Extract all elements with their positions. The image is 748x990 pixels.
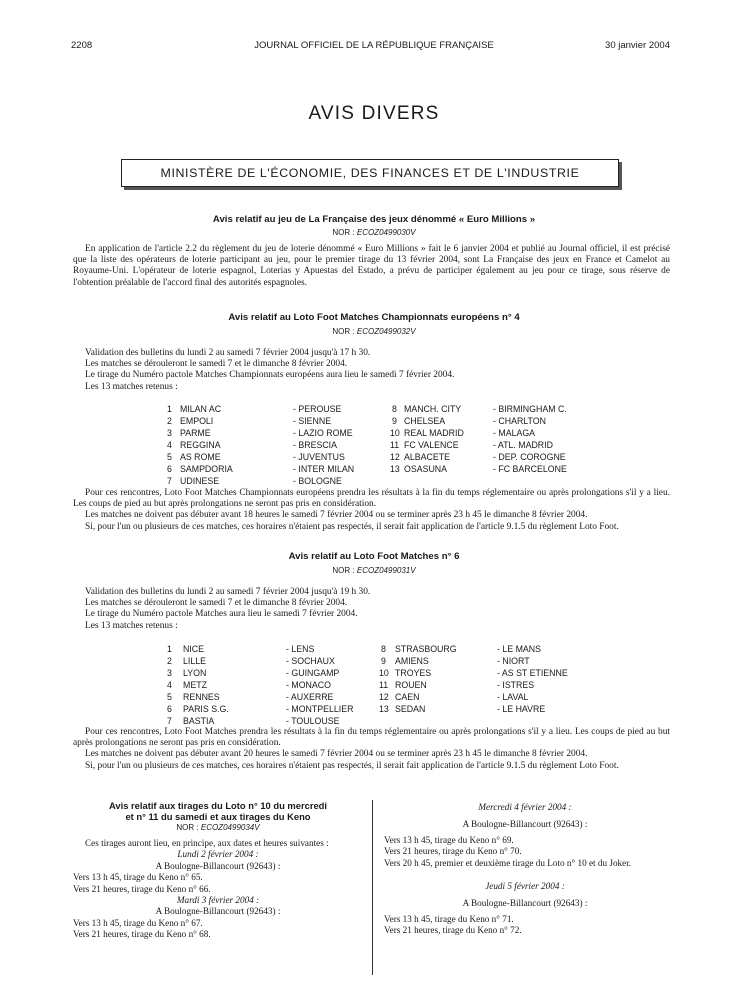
match-away: - FC BARCELONE (493, 464, 567, 474)
day-place: A Boulogne-Billancourt (92643) : (462, 819, 588, 830)
match-number: 8 (392, 404, 397, 414)
match-away: - MALAGA (493, 428, 536, 438)
page-title: AVIS DIVERS (308, 103, 440, 124)
match-number: 7 (167, 476, 172, 486)
section3-title: Avis relatif au Loto Foot Matches n° 6 (288, 551, 460, 562)
match-row (0, 475, 748, 487)
column-divider (372, 800, 373, 975)
issue-date: 30 janvier 2004 (605, 40, 670, 51)
section1-body (73, 244, 670, 289)
match-away: - DEP. COROGNE (493, 452, 566, 462)
section3-nor (0, 566, 748, 575)
match-home: MANCH. CITY (404, 404, 462, 414)
match-home: UDINESE (180, 476, 220, 486)
paragraph: Les matches se dérouleront le samedi 7 et le dimanche 8 février 2004. (85, 598, 348, 609)
match-home: ALBACETE (404, 452, 450, 462)
match-number: 6 (167, 464, 172, 474)
match-away: - MONACO (286, 680, 331, 690)
match-home: AMIENS (395, 656, 429, 666)
paragraph: Validation des bulletins du lundi 2 au samedi 7 février 2004 jusqu'à 17 h 30. (85, 348, 371, 358)
paragraph: Pour ces rencontres, Loto Foot Matches prendra les résultats à la fin du temps réglementaire ou après prolongations s'il y a lieu. Les coups de pied au but après prolongations ne seront pas pris en considération. (73, 727, 670, 749)
section1-title: Avis relatif au jeu de La Française des jeux dénommé « Euro Millions » (212, 214, 536, 225)
paragraph: Si, pour l'un ou plusieurs de ces matches, ces horaires n'étaient pas respectés, il serait fait application de l'article 9.1.5 du règlement Loto Foot. (85, 760, 619, 771)
match-home: LYON (183, 668, 207, 678)
paragraph: Les matches ne doivent pas débuter avant 20 heures le samedi 7 février 2004 ou se terminer après 23 h 45 le dimanche 8 février 2004. (85, 749, 588, 760)
match-row (0, 667, 748, 679)
match-away: - INTER MILAN (293, 464, 355, 474)
nor-label: NOR : (176, 823, 199, 832)
paragraph: Les matches se dérouleront le samedi 7 et le dimanche 8 février 2004. (85, 359, 348, 370)
match-row (0, 439, 748, 451)
match-number: 8 (381, 644, 386, 654)
journal-name: JOURNAL OFFICIEL DE LA RÉPUBLIQUE FRANÇAISE (254, 40, 494, 51)
match-number: 11 (390, 440, 400, 450)
match-home: STRASBOURG (395, 644, 457, 654)
section4-nor (73, 822, 363, 833)
day-place: A Boulogne-Billancourt (92643) : (462, 898, 588, 909)
paragraph: Validation des bulletins du lundi 2 au samedi 7 février 2004 jusqu'à 19 h 30. (85, 587, 371, 597)
paragraph: Le tirage du Numéro pactole Matches Championnats européens aura lieu le samedi 7 février 2004. (85, 370, 455, 381)
section2-nor (0, 327, 748, 336)
match-home: PARIS S.G. (183, 704, 229, 714)
match-home: MILAN AC (180, 404, 222, 414)
section4-right-column (384, 802, 666, 937)
draw-line: Vers 21 heures, tirage du Keno n° 68. (73, 929, 211, 940)
match-away: - LAZIO ROME (293, 428, 353, 438)
paragraph: Les 13 matches retenus : (85, 381, 178, 392)
match-away: - PEROUSE (293, 404, 342, 414)
page-number: 2208 (71, 40, 93, 51)
draw-line: Vers 20 h 45, premier et deuxième tirage du Loto n° 10 et du Joker. (384, 857, 632, 868)
match-away: - BIRMINGHAM C. (493, 404, 567, 414)
match-row (0, 715, 748, 727)
section3-match-table (0, 643, 748, 727)
match-row (0, 415, 748, 427)
section2-title: Avis relatif au Loto Foot Matches Championnats européens n° 4 (228, 312, 520, 323)
match-home: REAL MADRID (404, 428, 464, 438)
match-away: - MONTPELLIER (286, 704, 354, 714)
day-place: A Boulogne-Billancourt (92643) : (155, 906, 281, 917)
nor-label: NOR : (332, 327, 355, 336)
match-number: 6 (167, 704, 172, 714)
match-row (0, 643, 748, 655)
match-number: 1 (167, 404, 172, 414)
match-away: - SIENNE (293, 416, 332, 426)
match-away: - LAVAL (497, 692, 529, 702)
match-away: - NIORT (497, 656, 530, 666)
match-number: 10 (379, 668, 389, 678)
match-row (0, 679, 748, 691)
match-number: 12 (379, 692, 389, 702)
match-away: - LE HAVRE (497, 704, 546, 714)
match-row (0, 403, 748, 415)
match-number: 9 (392, 416, 397, 426)
match-away: - BOLOGNE (293, 476, 342, 486)
section2-match-table (0, 403, 748, 487)
day-place: A Boulogne-Billancourt (92643) : (155, 860, 281, 871)
match-away: - SOCHAUX (286, 656, 335, 666)
match-home: PARME (180, 428, 211, 438)
match-number: 2 (167, 656, 172, 666)
match-away: - ISTRES (497, 680, 535, 690)
match-away: - GUINGAMP (286, 668, 340, 678)
section4-title-line2: et n° 11 du samedi et aux tirages du Keno (125, 811, 311, 822)
draw-line: Vers 13 h 45, tirage du Keno n° 71. (384, 913, 514, 924)
match-number: 3 (167, 668, 172, 678)
match-row (0, 451, 748, 463)
match-number: 13 (390, 464, 400, 474)
match-number: 4 (167, 440, 172, 450)
match-home: OSASUNA (404, 464, 448, 474)
match-home: SEDAN (395, 704, 426, 714)
paragraph: Les 13 matches retenus : (85, 620, 178, 631)
draw-line: Vers 21 heures, tirage du Keno n° 66. (73, 883, 211, 894)
section4-left-column (73, 838, 363, 941)
section4-title-line1: Avis relatif aux tirages du Loto n° 10 du mercredi (108, 800, 328, 811)
nor-code: ECOZ0499032V (356, 327, 416, 336)
match-number: 5 (167, 452, 172, 462)
match-home: METZ (183, 680, 207, 690)
section1-nor (0, 228, 748, 237)
day-heading: Mercredi 4 février 2004 : (478, 802, 572, 812)
match-away: - TOULOUSE (286, 716, 340, 726)
match-away: - JUVENTUS (293, 452, 345, 462)
section3-intro (73, 587, 670, 632)
match-home: AS ROME (180, 452, 221, 462)
match-away: - LENS (286, 644, 315, 654)
section4-title (73, 800, 363, 833)
match-number: 12 (390, 452, 400, 462)
match-away: - AUXERRE (286, 692, 334, 702)
nor-label: NOR : (332, 566, 355, 575)
match-home: LILLE (183, 656, 206, 666)
paragraph: Si, pour l'un ou plusieurs de ces matches, ces horaires n'étaient pas respectés, il serait fait application de l'article 9.1.5 du règlement Loto Foot. (85, 521, 619, 532)
match-home: TROYES (395, 668, 432, 678)
match-home: ROUEN (395, 680, 427, 690)
section4-intro: Ces tirages auront lieu, en principe, aux dates et heures suivantes : (85, 838, 329, 848)
match-number: 4 (167, 680, 172, 690)
section3-outro (73, 727, 670, 772)
draw-line: Vers 13 h 45, tirage du Keno n° 69. (384, 834, 514, 845)
match-row (0, 655, 748, 667)
match-away: - ATL. MADRID (493, 440, 553, 450)
match-row (0, 463, 748, 475)
match-number: 7 (167, 716, 172, 726)
match-home: FC VALENCE (404, 440, 459, 450)
match-home: REGGINA (180, 440, 221, 450)
match-away: - AS ST ETIENNE (497, 668, 568, 678)
draw-line: Vers 13 h 45, tirage du Keno n° 65. (73, 872, 203, 883)
nor-code: ECOZ0499030V (356, 228, 416, 237)
match-home: EMPOLI (180, 416, 214, 426)
day-heading: Jeudi 5 février 2004 : (485, 881, 565, 892)
nor-code: ECOZ0499034V (200, 823, 260, 832)
match-number: 5 (167, 692, 172, 702)
match-number: 3 (167, 428, 172, 438)
paragraph: En application de l'article 2.2 du règlement du jeu de loterie dénommé « Euro Millions » fait le 6 janvier 2004 et publié au Journal officiel, il est précisé que la liste des opérateurs de loterie participant au jeu, pour le premier tirage du 13 février 2004, sont La Française des jeux en France et Camelot au Royaume-Uni. L'opérateur de loterie espagnol, Loterias y Apuestas del Estado, a prévu de participer également au jeu pour ce tirage, sous réserve de l'obtention préalable de l'accord final des autorités espagnoles. (73, 244, 670, 288)
match-row (0, 691, 748, 703)
match-number: 11 (379, 680, 389, 690)
nor-label: NOR : (332, 228, 355, 237)
match-number: 1 (167, 644, 172, 654)
match-number: 10 (390, 428, 400, 438)
match-home: SAMPDORIA (180, 464, 233, 474)
draw-line: Vers 21 heures, tirage du Keno n° 72. (384, 925, 522, 936)
day-heading: Lundi 2 février 2004 : (177, 849, 259, 860)
match-row (0, 427, 748, 439)
draw-line: Vers 21 heures, tirage du Keno n° 70. (384, 846, 522, 857)
match-number: 9 (381, 656, 386, 666)
match-home: CHELSEA (404, 416, 446, 426)
match-home: CAEN (395, 692, 420, 702)
day-heading: Mardi 3 février 2004 : (176, 895, 260, 906)
match-home: NICE (183, 644, 205, 654)
section2-outro (73, 488, 670, 533)
nor-code: ECOZ0499031V (356, 566, 416, 575)
ministry-heading: MINISTÈRE DE L'ÉCONOMIE, DES FINANCES ET DE L'INDUSTRIE (121, 159, 619, 187)
section2-intro (73, 348, 670, 393)
paragraph: Le tirage du Numéro pactole Matches aura lieu le samedi 7 février 2004. (85, 609, 358, 620)
match-home: BASTIA (183, 716, 215, 726)
match-number: 2 (167, 416, 172, 426)
paragraph: Pour ces rencontres, Loto Foot Matches Championnats européens prendra les résultats à la fin du temps réglementaire ou après prolongations s'il y a lieu. Les coups de pied au but après prolongations ne seront pas pris en considération. (73, 488, 670, 510)
match-home: RENNES (183, 692, 220, 702)
paragraph: Les matches ne doivent pas débuter avant 18 heures le samedi 7 février 2004 ou se terminer après 23 h 45 le dimanche 8 février 2004. (85, 510, 588, 521)
match-away: - BRESCIA (293, 440, 337, 450)
draw-line: Vers 13 h 45, tirage du Keno n° 67. (73, 917, 203, 928)
match-row (0, 703, 748, 715)
match-away: - CHARLTON (493, 416, 546, 426)
match-number: 13 (379, 704, 389, 714)
match-away: - LE MANS (497, 644, 541, 654)
